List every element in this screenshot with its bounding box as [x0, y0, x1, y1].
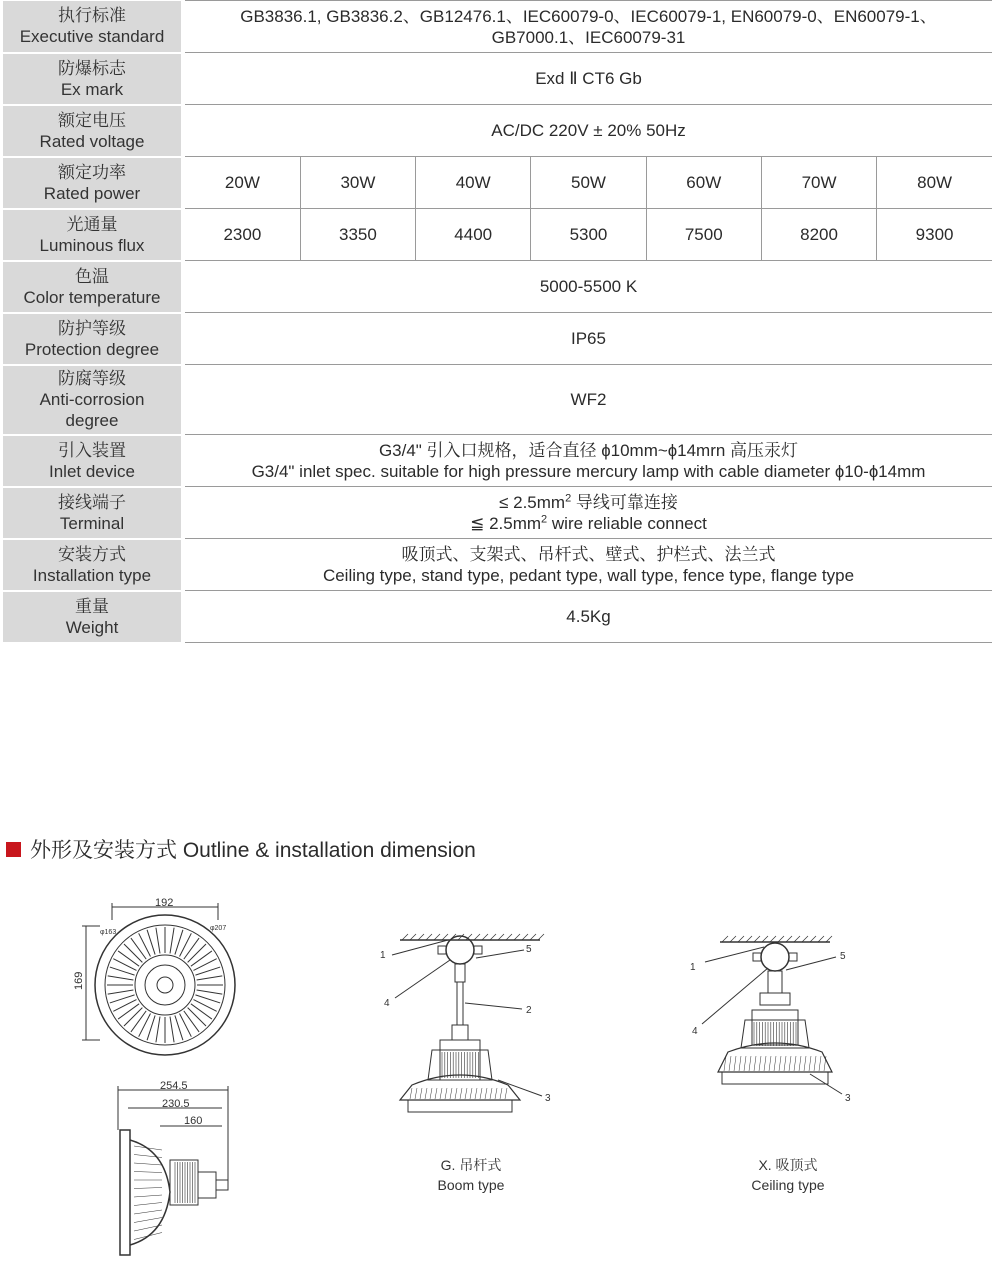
label-weight: 重量 Weight: [3, 591, 181, 643]
flux-cell: 2300: [185, 209, 300, 261]
flux-cell: 3350: [300, 209, 415, 261]
value-ex-mark: Exd Ⅱ CT6 Gb: [185, 53, 992, 105]
callout-ceiling-3: 3: [845, 1093, 851, 1104]
row-inlet-device: [3, 435, 992, 487]
callout-boom-2: 2: [526, 1005, 532, 1016]
row-ex-mark: [3, 53, 992, 105]
flux-cell: 8200: [761, 209, 876, 261]
value-rated-voltage: AC/DC 220V ± 20% 50Hz: [185, 105, 992, 157]
outline-drawings: [0, 880, 1000, 1271]
callout-ceiling-1: 1: [690, 962, 696, 973]
section-title: [6, 834, 476, 864]
callout-boom-1: 1: [380, 950, 386, 961]
value-terminal: ≤ $2.5mm^2$ 导线可靠连接 ≦ $2.5mm^2$ wire reliable connect: [185, 487, 992, 539]
dim-side-1: 254.5: [160, 1080, 188, 1092]
power-cell: 70W: [761, 157, 876, 209]
flux-cell: 7500: [646, 209, 761, 261]
caption-boom-en: Boom type: [437, 1177, 505, 1193]
caption-boom: [381, 1155, 561, 1195]
flux-cell: 4400: [416, 209, 531, 261]
ceiling-type-drawing: [690, 936, 851, 1104]
boom-type-drawing: [380, 934, 551, 1112]
row-terminal: [3, 487, 992, 539]
label-terminal: 接线端子 Terminal: [3, 487, 181, 539]
flux-cell: 9300: [877, 209, 992, 261]
value-installation-type: 吸顶式、支架式、吊杆式、壁式、护栏式、法兰式 Ceiling type, stand type, pedant type, wall type, fence type, flange type: [185, 539, 992, 591]
label-rated-voltage: 额定电压 Rated voltage: [3, 105, 181, 157]
label-inlet-device: 引入装置 Inlet device: [3, 435, 181, 487]
power-cell: 60W: [646, 157, 761, 209]
power-cell: 80W: [877, 157, 992, 209]
spec-table: [3, 0, 992, 644]
row-executive-standard: [3, 1, 992, 53]
power-cell: 30W: [300, 157, 415, 209]
row-rated-voltage: [3, 105, 992, 157]
caption-ceiling-en: Ceiling type: [751, 1177, 825, 1193]
value-anti-corrosion: WF2: [185, 365, 992, 435]
callout-ceiling-4: 4: [692, 1026, 698, 1037]
label-rated-power: 额定功率 Rated power: [3, 157, 181, 209]
dim-front-height: 169: [73, 971, 85, 990]
dim-front-small-left: φ163: [100, 929, 117, 936]
row-anti-corrosion: [3, 365, 992, 435]
row-weight: [3, 591, 992, 643]
value-executive-standard: GB3836.1, GB3836.2、GB12476.1、IEC60079-0、IEC60079-1, EN60079-0、EN60079-1、 GB7000.1、IEC60079-31: [185, 1, 992, 53]
value-protection-degree: IP65: [185, 313, 992, 365]
label-color-temperature: 色温 Color temperature: [3, 261, 181, 313]
power-cell: 40W: [416, 157, 531, 209]
caption-ceiling: [698, 1155, 878, 1195]
callout-ceiling-5: 5: [840, 951, 846, 962]
front-view-drawing: [73, 897, 235, 1055]
row-installation-type: [3, 539, 992, 591]
value-color-temperature: 5000-5500 K: [185, 261, 992, 313]
dim-side-3: 160: [184, 1115, 203, 1127]
section-title-text: 外形及安装方式 Outline & installation dimension: [30, 839, 476, 862]
label-anti-corrosion: 防腐等级 Anti-corrosion degree: [3, 365, 181, 435]
row-color-temperature: [3, 261, 992, 313]
label-ex-mark: 防爆标志 Ex mark: [3, 53, 181, 105]
label-protection-degree: 防护等级 Protection degree: [3, 313, 181, 365]
row-rated-power: [3, 157, 992, 209]
callout-boom-5: 5: [526, 944, 532, 955]
row-luminous-flux: [3, 209, 992, 261]
red-square-icon: [6, 842, 21, 857]
caption-ceiling-cn: X. 吸顶式: [758, 1157, 818, 1173]
power-cell: 50W: [531, 157, 646, 209]
label-installation-type: 安装方式 Installation type: [3, 539, 181, 591]
dim-front-width: 192: [155, 897, 174, 909]
callout-boom-4: 4: [384, 998, 390, 1009]
value-weight: 4.5Kg: [185, 591, 992, 643]
dim-side-2: 230.5: [162, 1098, 190, 1110]
callout-boom-3: 3: [545, 1093, 551, 1104]
label-luminous-flux: 光通量 Luminous flux: [3, 209, 181, 261]
side-view-drawing: [118, 1080, 228, 1255]
caption-boom-cn: G. 吊杆式: [440, 1157, 502, 1173]
power-cell: 20W: [185, 157, 300, 209]
value-inlet-device: G3/4" 引入口规格，适合直径 ɸ10mm~ɸ14mrn 高压汞灯 G3/4" inlet spec. suitable for high pressure mercury lamp with cable diameter ɸ10-ɸ14mm: [185, 435, 992, 487]
dim-front-small-right: φ207: [210, 925, 227, 932]
label-executive-standard: 执行标准 Executive standard: [3, 1, 181, 53]
row-protection-degree: [3, 313, 992, 365]
flux-cell: 5300: [531, 209, 646, 261]
